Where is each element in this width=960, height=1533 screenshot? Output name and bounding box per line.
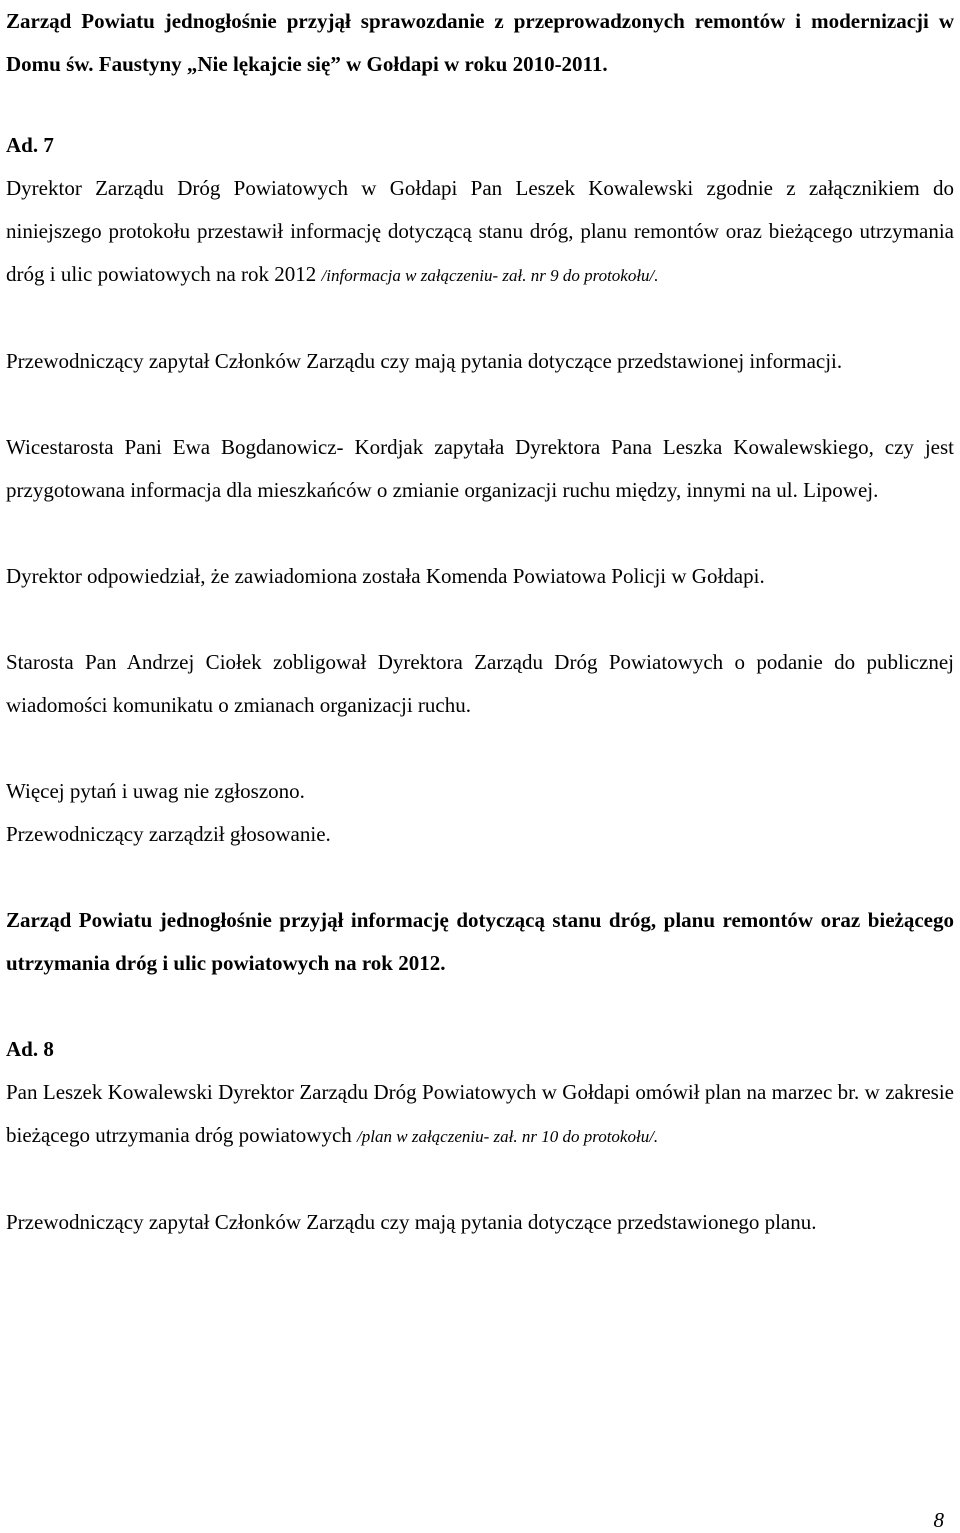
ad8-attachment-note: /plan w załączeniu- zał. nr 10 do protokołu/. [357,1127,659,1146]
starosta-paragraph: Starosta Pan Andrzej Ciołek zobligował Dyrektora Zarządu Dróg Powiatowych o podanie do publicznej wiadomości komunikatu o zmianach organizacji ruchu. [6,650,954,717]
ad8-text: Pan Leszek Kowalewski Dyrektor Zarządu Dróg Powiatowych w Gołdapi omówił plan na marzec br. w zakresie bieżącego utrzymania dróg powiatowych [6,1080,954,1147]
question-paragraph-1: Przewodniczący zapytał Członków Zarządu czy mają pytania dotyczące przedstawionej informacji. [6,349,843,373]
document-page [6,0,954,1244]
vote-ordered: Przewodniczący zarządził głosowanie. [6,822,331,846]
page-number: 8 [933,1508,944,1532]
ad7-paragraph [6,167,954,297]
ad8-heading: Ad. 8 [6,1037,54,1061]
ad7-attachment-note: /informacja w załączeniu- zał. nr 9 do protokołu/. [321,266,659,285]
ad8-paragraph [6,1071,954,1158]
ad7-text: Dyrektor Zarządu Dróg Powiatowych w Gołdapi Pan Leszek Kowalewski zgodnie z załącznikiem do niniejszego protokołu przestawił informację dotyczącą stanu dróg, planu remontów oraz bieżącego utrzymania dróg i ulic powiatowych na rok 2012 [6,176,954,286]
resolution-paragraph-1: Zarząd Powiatu jednogłośnie przyjął sprawozdanie z przeprowadzonych remontów i modernizacji w Domu św. Faustyny „Nie lękajcie się” w Gołdapi w roku 2010-2011. [6,9,954,76]
ad7-heading: Ad. 7 [6,133,54,157]
question-paragraph-2: Przewodniczący zapytał Członków Zarządu czy mają pytania dotyczące przedstawionego planu. [6,1210,817,1234]
no-more-questions: Więcej pytań i uwag nie zgłoszono. [6,779,305,803]
resolution-paragraph-2: Zarząd Powiatu jednogłośnie przyjął informację dotyczącą stanu dróg, planu remontów oraz bieżącego utrzymania dróg i ulic powiatowych na rok 2012. [6,908,954,975]
vice-starosta-paragraph: Wicestarosta Pani Ewa Bogdanowicz- Kordjak zapytała Dyrektora Pana Leszka Kowalewskiego, czy jest przygotowana informacja dla mieszkańców o zmianie organizacji ruchu między, innymi na ul. Lipowej. [6,435,954,502]
director-answer-paragraph: Dyrektor odpowiedział, że zawiadomiona została Komenda Powiatowa Policji w Gołdapi. [6,564,765,588]
